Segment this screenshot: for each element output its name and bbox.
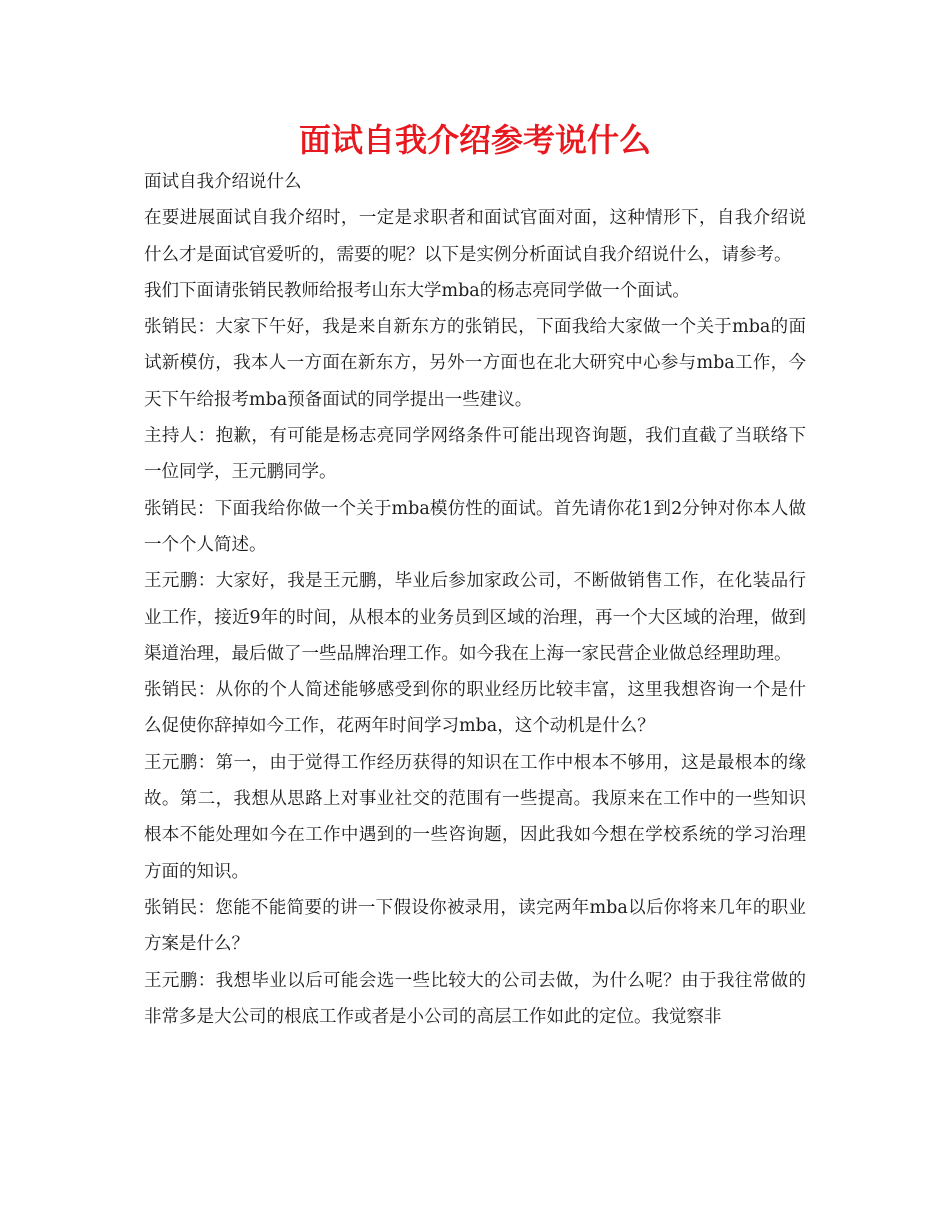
document-body — [144, 164, 806, 1035]
paragraph: 在要进展面试自我介绍时，一定是求职者和面试官面对面，这种情形下，自我介绍说什么才是面试官爱听的，需要的呢？以下是实例分析面试自我介绍说什么，请参考。 — [144, 208, 806, 265]
paragraph: 王元鹏：我想毕业以后可能会选一些比较大的公司去做，为什么呢？由于我往常做的非常多是大公司的根底工作或者是小公司的高层工作如此的定位。我觉察非 — [144, 970, 806, 1027]
document-title: 面试自我介绍参考说什么 — [298, 121, 651, 159]
paragraph-subtitle: 面试自我介绍说什么 — [144, 172, 302, 192]
paragraph: 王元鹏：第一，由于觉得工作经历获得的知识在工作中根本不够用，这是最根本的缘故。第二，我想从思路上对事业社交的范围有一些提高。我原来在工作中的一些知识根本不能处理如今在工作中遇到的一些咨询题，因此我如今想在学校系统的学习治理方面的知识。 — [144, 752, 806, 882]
paragraph: 张销民：下面我给你做一个关于mba模仿性的面试。首先请你花1到2分钟对你本人做一个个人简述。 — [144, 498, 806, 555]
paragraph: 张销民：您能不能简要的讲一下假设你被录用，读完两年mba以后你将来几年的职业方案是什么？ — [144, 897, 806, 955]
paragraph: 主持人：抱歉，有可能是杨志亮同学网络条件可能出现咨询题，我们直截了当联络下一位同学，王元鹏同学。 — [144, 426, 806, 483]
paragraph: 王元鹏：大家好，我是王元鹏，毕业后参加家政公司，不断做销售工作，在化装品行业工作，接近9年的时间，从根本的业务员到区域的治理，再一个大区域的治理，做到渠道治理，最后做了一些品牌治理工作。如今我在上海一家民营企业做总经理助理。 — [144, 571, 806, 664]
paragraph: 我们下面请张销民教师给报考山东大学mba的杨志亮同学做一个面试。 — [144, 280, 690, 301]
paragraph: 张销民：从你的个人简述能够感受到你的职业经历比较丰富，这里我想咨询一个是什么促使你辞掉如今工作，花两年时间学习mba，这个动机是什么？ — [144, 680, 806, 737]
paragraph: 张销民：大家下午好，我是来自新东方的张销民，下面我给大家做一个关于mba的面试新模仿，我本人一方面在新东方，另外一方面也在北大研究中心参与mba工作，今天下午给报考mba预备面试的同学提出一些建议。 — [144, 317, 806, 410]
